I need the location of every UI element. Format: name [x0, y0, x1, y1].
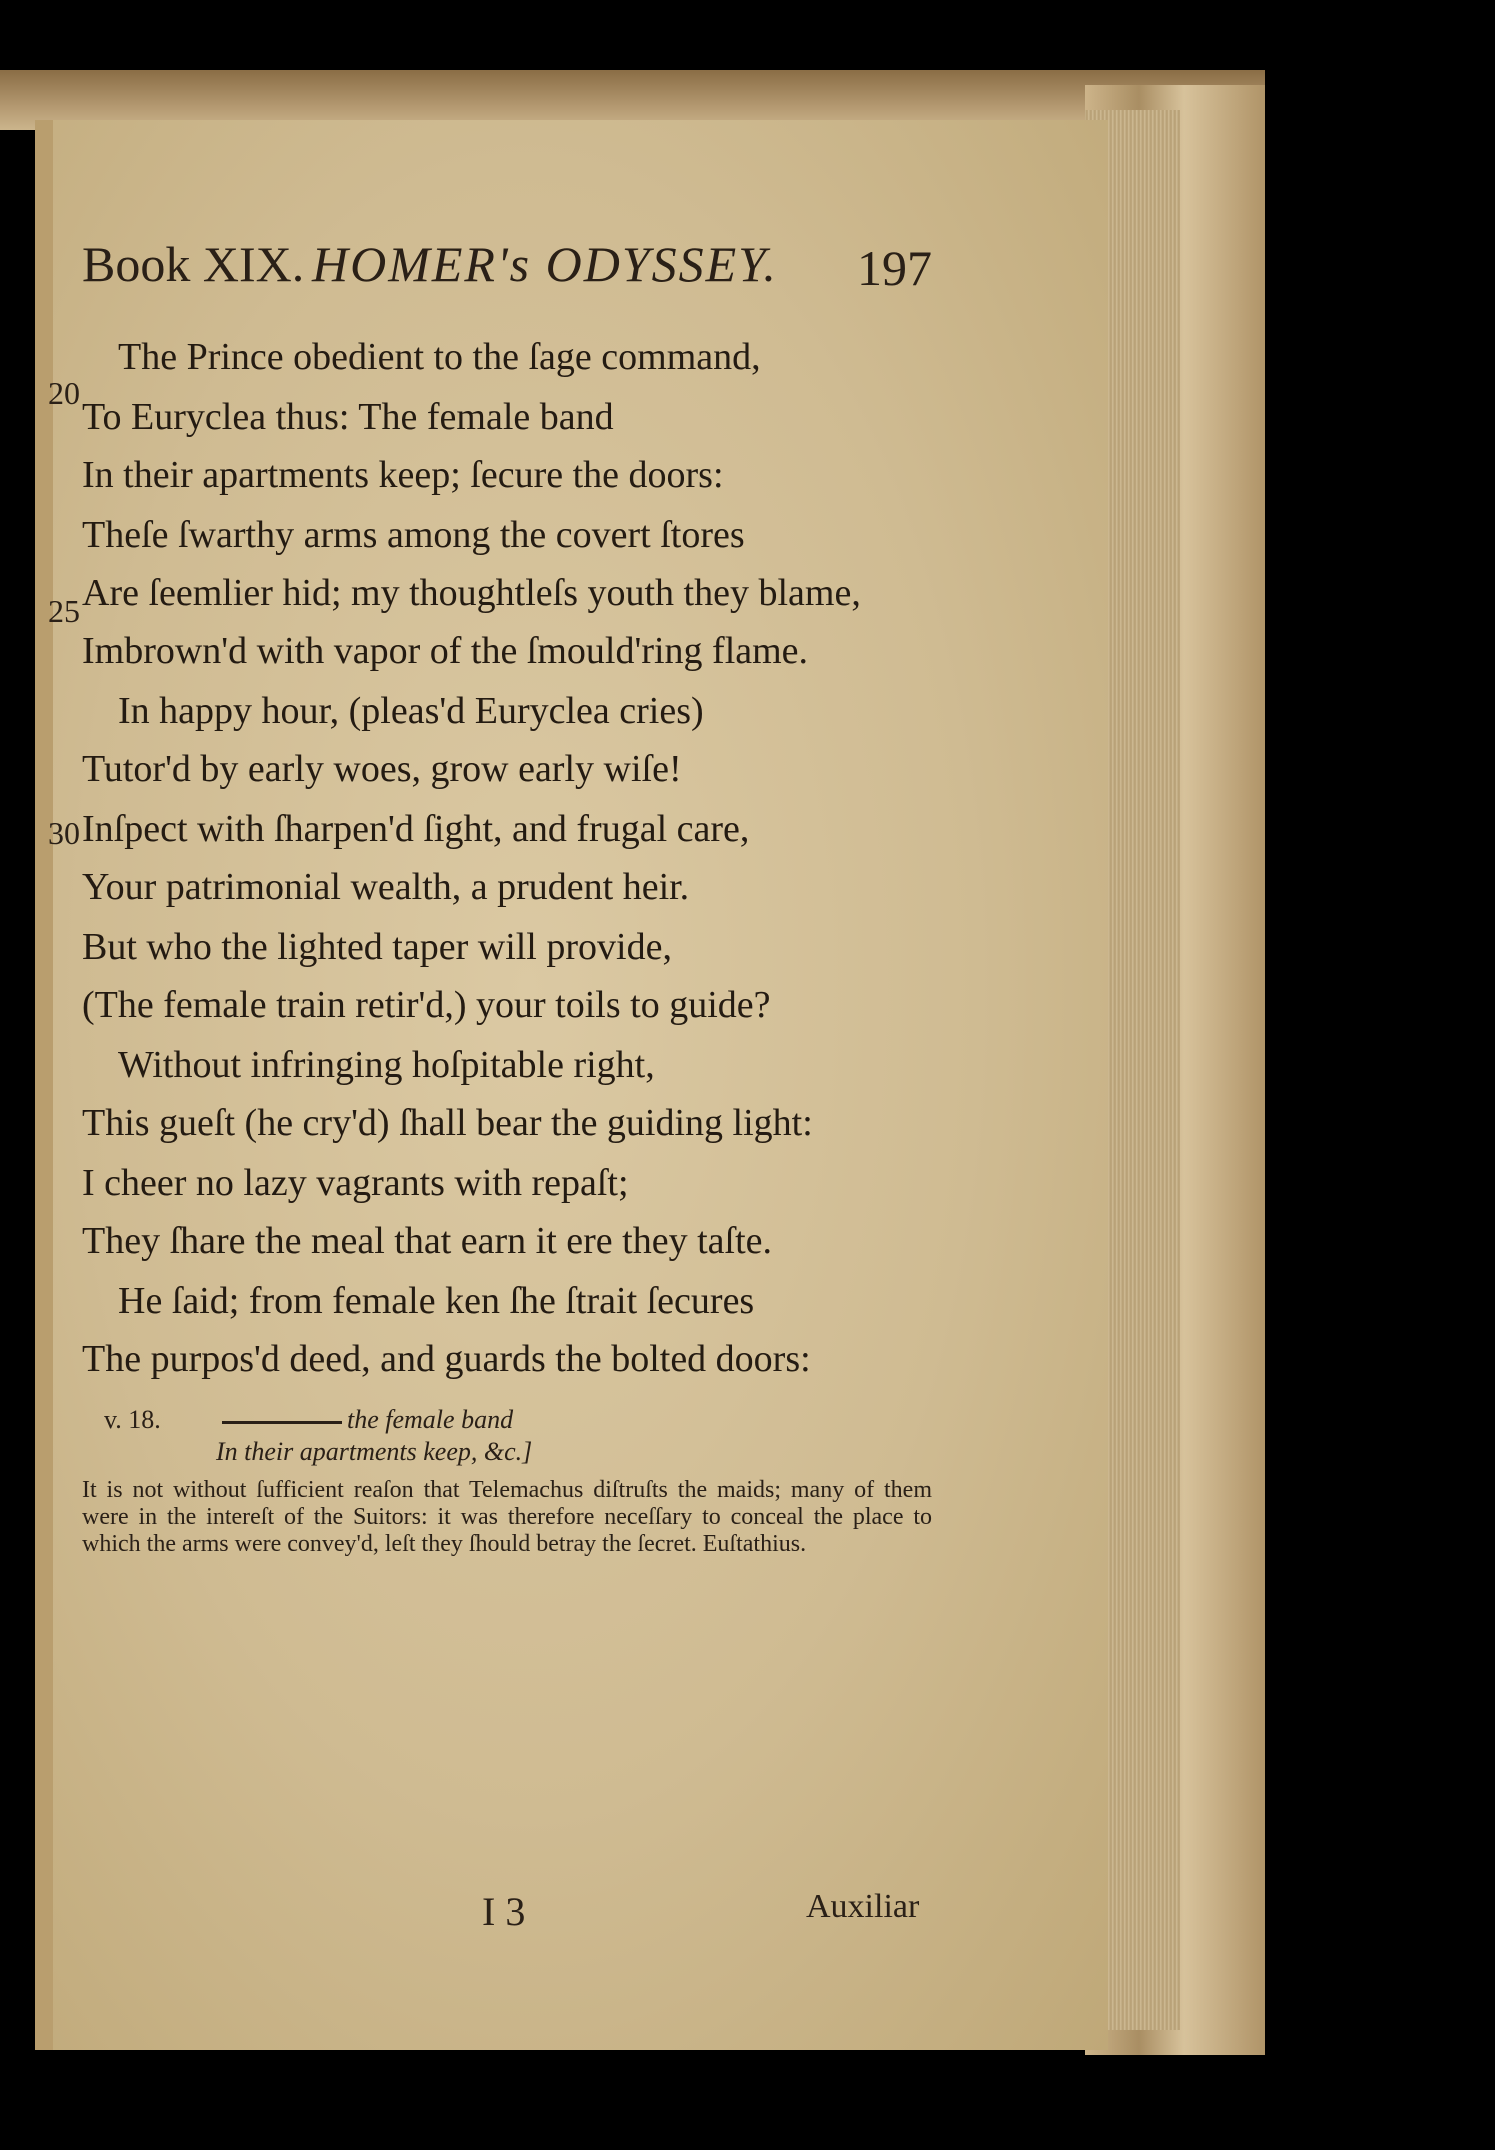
verse-line: Your patrimonial wealth, a prudent heir.	[82, 866, 690, 908]
verse-line: Are ſeemlier hid; my thoughtleſs youth they blame,	[82, 572, 861, 614]
verse-line: The Prince obedient to the ſage command,	[118, 336, 761, 378]
verse-line: He ſaid; from female ken ſhe ſtrait ſecures	[118, 1280, 755, 1322]
verse-line: This gueſt (he cry'd) ſhall bear the guiding light:	[82, 1102, 813, 1144]
footnote-lemma: In their apartments keep, &c.]	[216, 1437, 533, 1466]
line-number: 25	[48, 593, 80, 629]
verse-line: They ſhare the meal that earn it ere they taſte.	[82, 1220, 772, 1262]
line-number: 20	[48, 375, 80, 411]
verse-line: But who the lighted taper will provide,	[82, 926, 672, 968]
verse-line: To Euryclea thus: The female band	[82, 396, 614, 438]
verse-line: I cheer no lazy vagrants with repaſt;	[82, 1162, 629, 1204]
footnote-reference: v. 18.	[104, 1405, 161, 1434]
verse-line: Tutor'd by early woes, grow early wiſe!	[82, 748, 682, 790]
footnote-lemma: the female band	[347, 1405, 514, 1434]
verse-line: Without infringing hoſpitable right,	[118, 1044, 655, 1086]
catchword: Auxiliar	[806, 1888, 920, 1925]
verse-line: (The female train retir'd,) your toils to guide?	[82, 984, 771, 1026]
verse-line: In happy hour, (pleas'd Euryclea cries)	[118, 690, 704, 732]
page-number: 197	[857, 240, 932, 296]
verse-line: The purpos'd deed, and guards the bolted doors:	[82, 1338, 811, 1380]
footnote-text: It is not without ſufficient reaſon that Telemachus diſtruſts the maids; many of them were in the intereſt of the Suitors: it was therefore neceſſary to conceal the place to which the arms were convey'd, leſt they ſhould betray the ſecret. Euſtathius.	[82, 1477, 932, 1557]
signature-mark: I 3	[482, 1889, 526, 1934]
footnote-dash	[222, 1421, 342, 1424]
book-label: Book XIX.	[82, 236, 305, 292]
verse-line: In their apartments keep; ſecure the doors:	[82, 454, 724, 496]
verse-line: Inſpect with ſharpen'd ſight, and frugal care,	[82, 808, 750, 850]
work-title: HOMER's ODYSSEY.	[312, 236, 778, 292]
verse-line: Imbrown'd with vapor of the ſmould'ring flame.	[82, 630, 809, 672]
line-number: 30	[48, 815, 80, 851]
verse-line: Theſe ſwarthy arms among the covert ſtores	[82, 514, 745, 556]
running-head	[82, 235, 932, 305]
